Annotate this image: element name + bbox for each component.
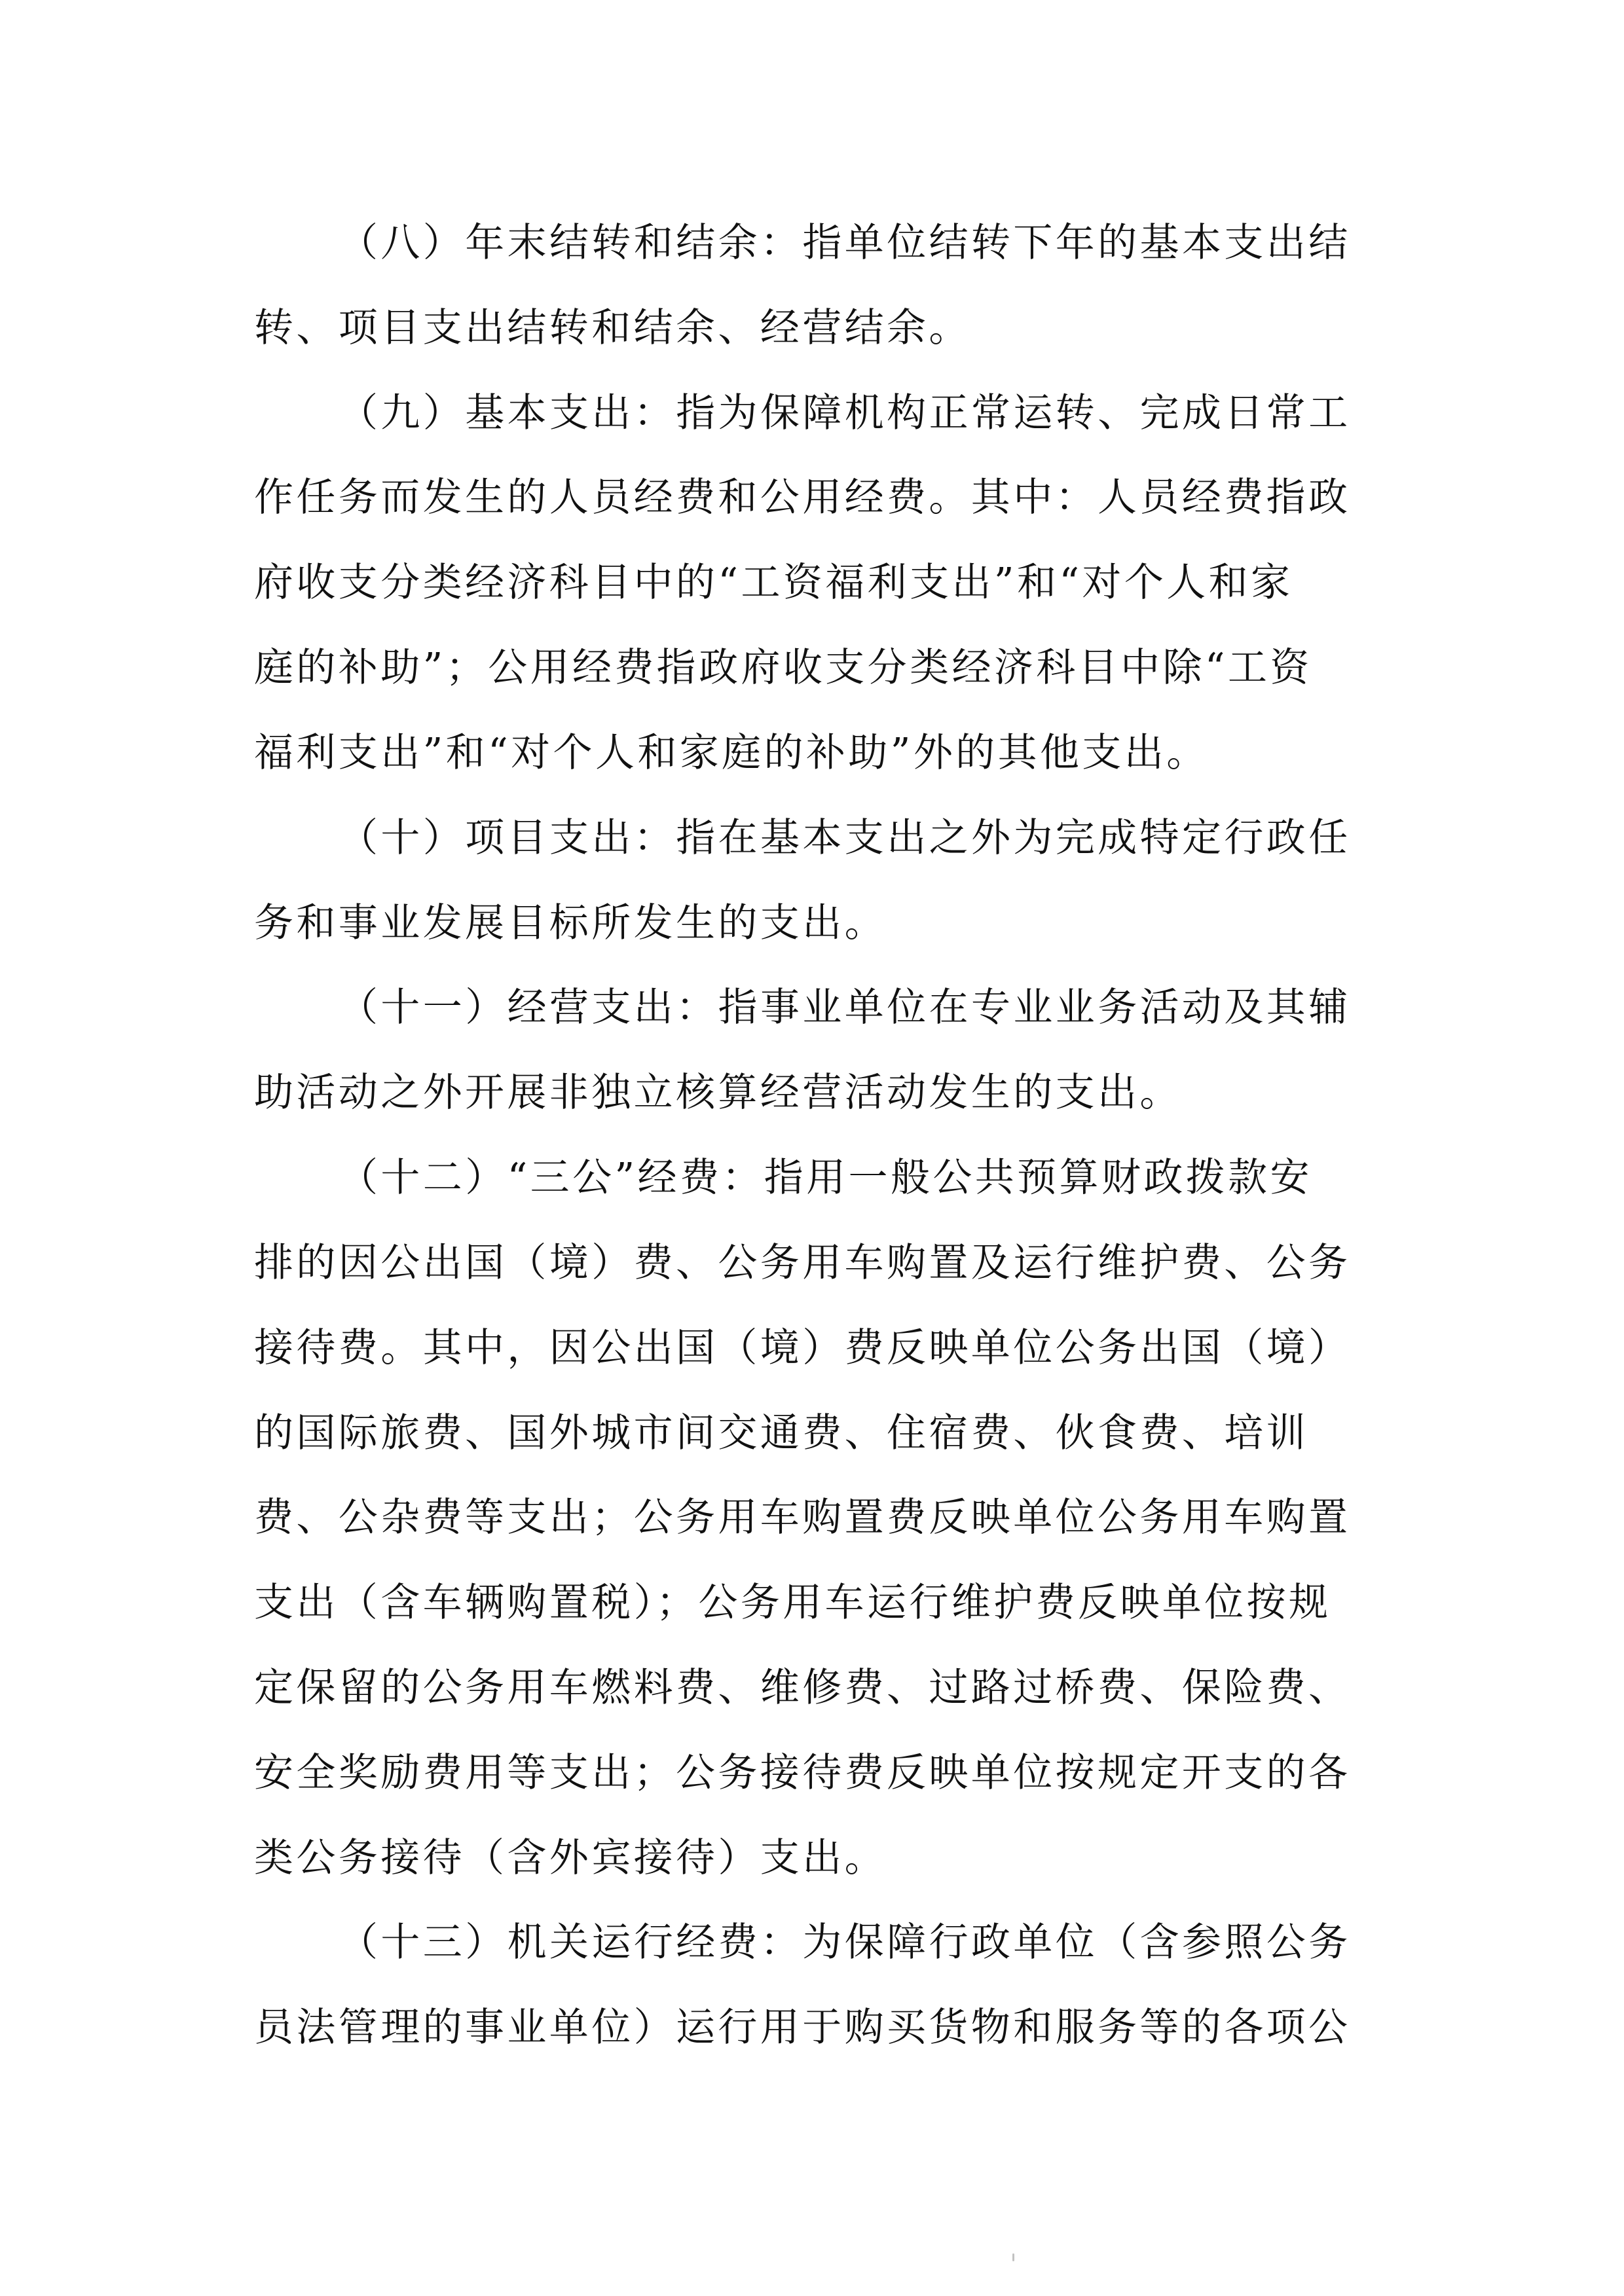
text-line: （十三）机关运行经费：为保障行政单位（含参照公务 bbox=[339, 1920, 1351, 1965]
text-line: （十一）经营支出：指事业单位在专业业务活动及其辅 bbox=[339, 985, 1351, 1030]
text-line: 庭的补助”；公用经费指政府收支分类经济科目中除“工资 bbox=[254, 645, 1312, 691]
text-line: 定保留的公务用车燃料费、维修费、过路过桥费、保险费、 bbox=[254, 1665, 1351, 1711]
text-line: 府收支分类经济科目中的“工资福利支出”和“对个人和家 bbox=[254, 560, 1293, 606]
text-line: 助活动之外开展非独立核算经营活动发生的支出。 bbox=[254, 1070, 1182, 1116]
text-line: 的国际旅费、国外城市间交通费、住宿费、伙食费、培训 bbox=[254, 1410, 1308, 1456]
text-line: 类公务接待（含外宾接待）支出。 bbox=[254, 1835, 887, 1881]
text-line: 员法管理的事业单位）运行用于购买货物和服务等的各项公 bbox=[254, 2005, 1351, 2050]
scan-speck bbox=[1012, 2253, 1014, 2261]
text-line: 福利支出”和“对个人和家庭的补助”外的其他支出。 bbox=[254, 730, 1209, 776]
text-line: （九）基本支出：指为保障机构正常运转、完成日常工 bbox=[339, 390, 1351, 436]
text-line: 接待费。其中，因公出国（境）费反映单位公务出国（境） bbox=[254, 1325, 1351, 1371]
text-line: 排的因公出国（境）费、公务用车购置及运行维护费、公务 bbox=[254, 1240, 1351, 1286]
text-line: 安全奖励费用等支出；公务接待费反映单位按规定开支的各 bbox=[254, 1750, 1351, 1796]
text-line: 费、公杂费等支出；公务用车购置费反映单位公务用车购置 bbox=[254, 1495, 1351, 1540]
text-line: 支出（含车辆购置税）；公务用车运行维护费反映单位按规 bbox=[254, 1580, 1331, 1626]
text-line: （十二）“三公”经费：指用一般公共预算财政拨款安 bbox=[339, 1155, 1312, 1201]
text-line: 转、项目支出结转和结余、经营结余。 bbox=[254, 305, 971, 351]
text-line: （十）项目支出：指在基本支出之外为完成特定行政任 bbox=[339, 815, 1351, 861]
text-line: 务和事业发展目标所发生的支出。 bbox=[254, 900, 887, 946]
text-line: 作任务而发生的人员经费和公用经费。其中：人员经费指政 bbox=[254, 475, 1351, 520]
text-line: （八）年末结转和结余：指单位结转下年的基本支出结 bbox=[339, 220, 1351, 266]
